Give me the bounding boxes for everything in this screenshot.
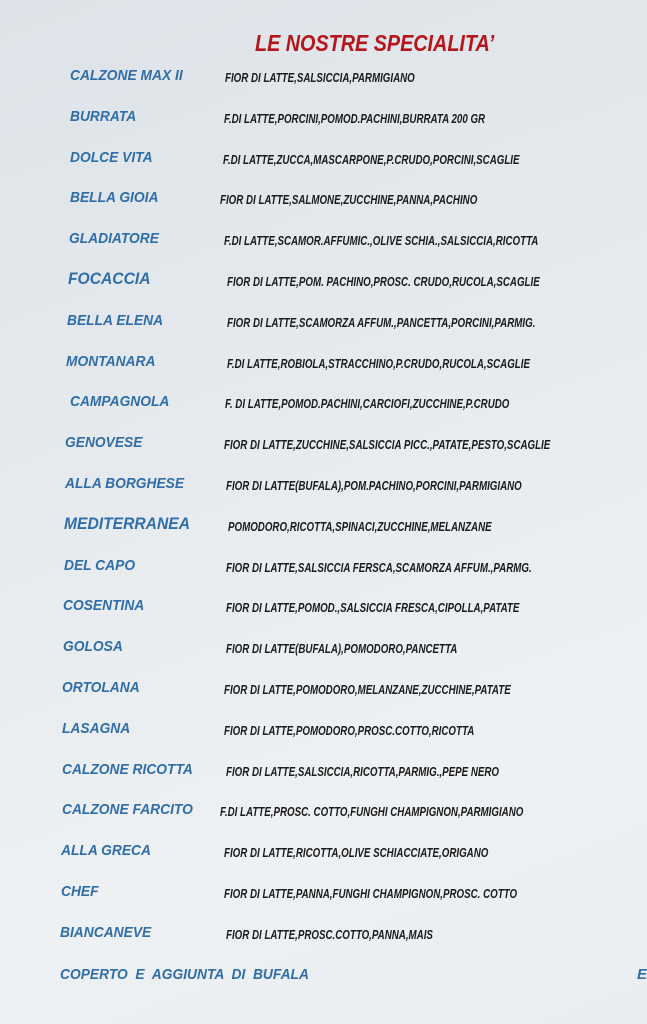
- item-ingredients: FIOR DI LATTE,POMODORO,PROSC.COTTO,RICOTTA: [224, 723, 475, 738]
- item-ingredients: FIOR DI LATTE,SALSICCIA FERSCA,SCAMORZA AFFUM.,PARMG.: [226, 560, 532, 575]
- item-ingredients: F.DI LATTE,PROSC. COTTO,FUNGHI CHAMPIGNON,PARMIGIANO: [220, 805, 524, 820]
- item-name: LASAGNA: [62, 719, 131, 737]
- item-name: CALZONE MAX II: [70, 67, 183, 84]
- item-ingredients: FIOR DI LATTE,POMODORO,MELANZANE,ZUCCHINE,PATATE: [224, 683, 511, 697]
- item-ingredients: F.DI LATTE,ZUCCA,MASCARPONE,P.CRUDO,PORCINI,SCAGLIE: [223, 152, 520, 167]
- item-name: CHEF: [61, 883, 99, 900]
- item-ingredients: FIOR DI LATTE,PROSC.COTTO,PANNA,MAIS: [226, 927, 433, 942]
- menu-item: [0, 883, 643, 907]
- item-name: BIANCANEVE: [60, 923, 152, 941]
- item-name: BELLA GIOIA: [70, 189, 159, 207]
- item-ingredients: FIOR DI LATTE,SCAMORZA AFFUM.,PANCETTA,PORCINI,PARMIG.: [227, 315, 536, 330]
- item-ingredients: FIOR DI LATTE,POMOD.,SALSICCIA FRESCA,CIPOLLA,PATATE: [226, 601, 520, 616]
- item-ingredients: F. DI LATTE,POMOD.PACHINI,CARCIOFI,ZUCCHINE,P.CRUDO: [225, 397, 510, 412]
- item-ingredients: FIOR DI LATTE,SALSICCIA,PARMIGIANO: [225, 71, 415, 85]
- menu-item: [0, 801, 643, 825]
- item-name: ALLA GRECA: [61, 842, 151, 860]
- item-name: CALZONE FARCITO: [62, 801, 193, 819]
- item-ingredients: FIOR DI LATTE,PANNA,FUNGHI CHAMPIGNON,PROSC. COTTO: [224, 887, 518, 901]
- menu-item: [0, 475, 643, 499]
- item-name: DOLCE VITA: [70, 148, 153, 166]
- item-ingredients: F.DI LATTE,ROBIOLA,STRACCHINO,P.CRUDO,RUCOLA,SCAGLIE: [227, 356, 530, 371]
- footer-note: COPERTO E AGGIUNTA DI BUFALA: [60, 966, 309, 983]
- menu-item: [0, 679, 643, 703]
- menu-item: [0, 924, 643, 948]
- menu-item: [0, 393, 643, 417]
- item-name: BELLA ELENA: [67, 311, 164, 329]
- item-name: GLADIATORE: [69, 230, 159, 248]
- item-ingredients: FIOR DI LATTE,SALSICCIA,RICOTTA,PARMIG.,PEPE NERO: [226, 764, 500, 779]
- menu-item: [0, 149, 643, 173]
- menu-item: [0, 353, 643, 377]
- menu-item: [0, 720, 643, 744]
- menu-item: [0, 230, 643, 254]
- menu-item: [0, 434, 643, 458]
- item-ingredients: FIOR DI LATTE,SALMONE,ZUCCHINE,PANNA,PACHINO: [220, 193, 478, 208]
- menu-title: LE NOSTRE SPECIALITA’: [255, 30, 495, 56]
- menu-item: [0, 842, 643, 866]
- menu-item: [0, 557, 643, 581]
- item-name: ORTOLANA: [62, 679, 140, 696]
- item-name: DEL CAPO: [64, 556, 136, 574]
- menu-item: [0, 67, 643, 91]
- item-ingredients: FIOR DI LATTE(BUFALA),POM.PACHINO,PORCINI,PARMIGIANO: [226, 479, 522, 493]
- item-name: CAMPAGNOLA: [70, 393, 170, 411]
- item-name: ALLA BORGHESE: [65, 475, 185, 492]
- menu-item: [0, 108, 643, 132]
- item-name: COSENTINA: [63, 597, 145, 615]
- footer-price-cut: E: [637, 966, 647, 983]
- item-name: MEDITERRANEA: [64, 513, 190, 533]
- item-ingredients: F.DI LATTE,PORCINI,POMOD.PACHINI,BURRATA 200 GR: [224, 111, 486, 126]
- item-ingredients: FIOR DI LATTE(BUFALA),POMODORO,PANCETTA: [226, 642, 458, 657]
- item-ingredients: FIOR DI LATTE,RICOTTA,OLIVE SCHIACCIATE,ORIGANO: [224, 846, 489, 861]
- item-name: BURRATA: [70, 107, 137, 125]
- item-name: CALZONE RICOTTA: [62, 760, 193, 778]
- item-ingredients: FIOR DI LATTE,ZUCCHINE,SALSICCIA PICC.,PATATE,PESTO,SCAGLIE: [224, 438, 551, 453]
- item-name: MONTANARA: [66, 352, 156, 370]
- menu-item: [0, 189, 643, 213]
- item-ingredients: FIOR DI LATTE,POM. PACHINO,PROSC. CRUDO,RUCOLA,SCAGLIE: [227, 275, 540, 289]
- item-name: GOLOSA: [63, 638, 123, 656]
- item-ingredients: F.DI LATTE,SCAMOR.AFFUMIC.,OLIVE SCHIA.,SALSICCIA,RICOTTA: [224, 234, 539, 249]
- menu-item: [0, 513, 643, 540]
- menu-item: [0, 271, 643, 295]
- item-name: FOCACCIA: [68, 269, 151, 288]
- menu-item: [0, 597, 643, 621]
- menu-item: [0, 638, 643, 662]
- menu-item: [0, 761, 643, 785]
- item-ingredients: POMODORO,RICOTTA,SPINACI,ZUCCHINE,MELANZANE: [228, 519, 492, 534]
- item-name: GENOVESE: [65, 434, 143, 452]
- menu-item: [0, 312, 643, 336]
